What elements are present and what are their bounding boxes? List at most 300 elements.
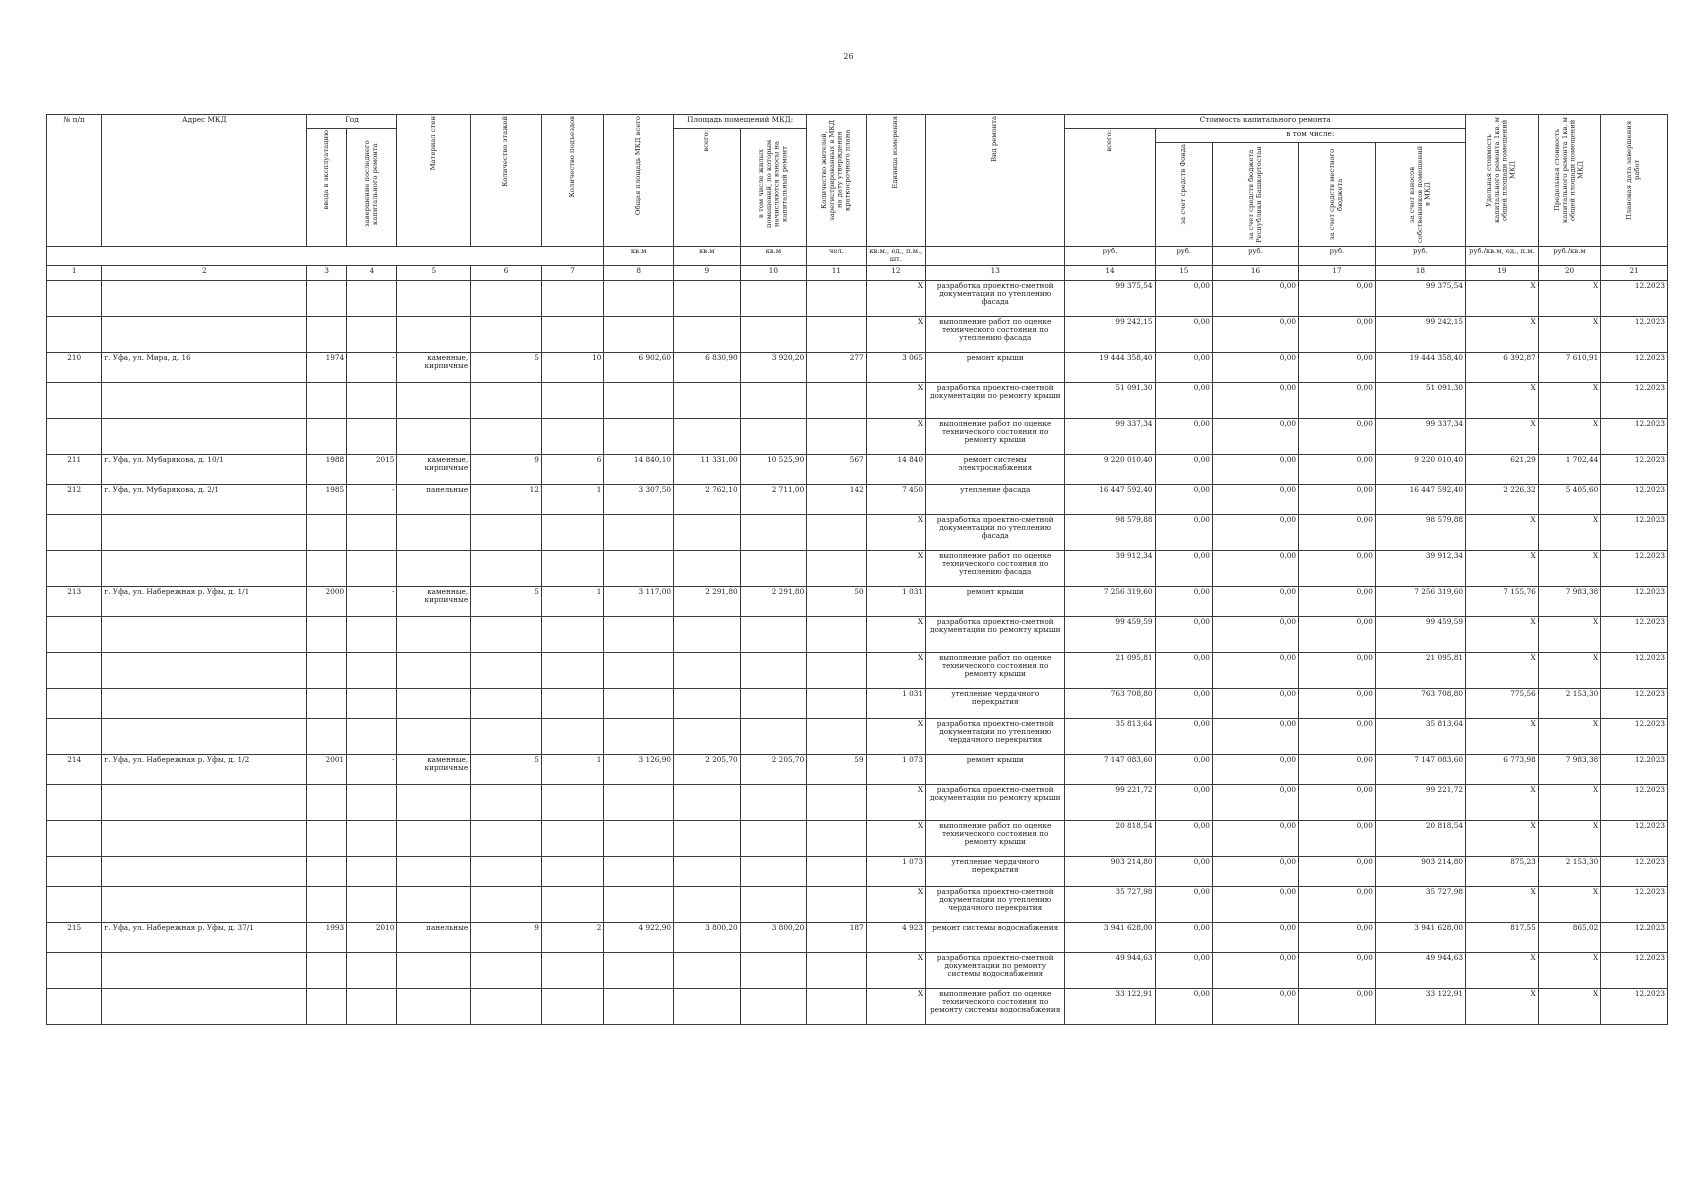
- cell-address: [102, 718, 307, 754]
- table-row: [47, 652, 1668, 688]
- cell-cost-local: 0,00: [1299, 820, 1376, 856]
- cell-entrances: [541, 616, 604, 652]
- cell-year-last-repair: 2010: [347, 922, 397, 952]
- column-number: 19: [1466, 265, 1539, 280]
- cell-cost-owners: 763 708,80: [1375, 688, 1465, 718]
- cell-repair-type: разработка проектно-сметной документации по утеплению чердачного перекрытия: [926, 886, 1065, 922]
- cell-wall-material: [397, 784, 471, 820]
- cell-cost-republic: 0,00: [1212, 952, 1298, 988]
- cell-total-area: [604, 688, 674, 718]
- cell-premises-residents: [740, 952, 807, 988]
- cell-total-area: 3 126,90: [604, 754, 674, 784]
- cell-unit-cost: X: [1466, 652, 1539, 688]
- unit-cell: кв.м., ед., п.м., шт.: [866, 247, 925, 266]
- page-number: 26: [843, 52, 854, 61]
- cell-premises-total: [674, 316, 741, 352]
- col-date-header: Плановая дата завершения работ: [1601, 115, 1668, 247]
- cell-cost-republic: 0,00: [1212, 922, 1298, 952]
- cell-row-number: 211: [47, 454, 102, 484]
- cell-repair-type: выполнение работ по оценке технического состояния по утеплению фасада: [926, 316, 1065, 352]
- cell-wall-material: [397, 886, 471, 922]
- cell-cost-total: 903 214,80: [1065, 856, 1155, 886]
- cell-repair-type: утепление фасада: [926, 484, 1065, 514]
- cell-cost-owners: 7 147 083,60: [1375, 754, 1465, 784]
- unit-cell: руб./кв.м, ед., п.м.: [1466, 247, 1539, 266]
- cell-cost-local: 0,00: [1299, 514, 1376, 550]
- cell-cost-owners: 51 091,30: [1375, 382, 1465, 418]
- cell-total-area: [604, 316, 674, 352]
- cell-max-cost: 2 153,30: [1538, 688, 1601, 718]
- cell-cost-fund: 0,00: [1155, 586, 1212, 616]
- cell-cost-local: 0,00: [1299, 988, 1376, 1024]
- cell-row-number: 215: [47, 922, 102, 952]
- cell-address: [102, 820, 307, 856]
- cell-cost-republic: 0,00: [1212, 820, 1298, 856]
- cell-year-commissioning: [307, 382, 347, 418]
- cell-cost-local: 0,00: [1299, 616, 1376, 652]
- cell-premises-residents: 2 291,80: [740, 586, 807, 616]
- cell-repair-type: ремонт крыши: [926, 754, 1065, 784]
- cell-end-date: 12.2023: [1601, 784, 1668, 820]
- cell-year-last-repair: [347, 382, 397, 418]
- cell-residents: [807, 418, 866, 454]
- cell-cost-total: 33 122,91: [1065, 988, 1155, 1024]
- cell-floors: [471, 616, 542, 652]
- cell-repair-type: разработка проектно-сметной документации по утеплению фасада: [926, 280, 1065, 316]
- col-max-cost-header: Предельная стоимость капитального ремонта 1кв. м общей площади помещений МКД: [1538, 115, 1601, 247]
- cell-floors: [471, 952, 542, 988]
- cell-premises-total: [674, 616, 741, 652]
- column-numbers-row: [47, 265, 1668, 280]
- column-number: 21: [1601, 265, 1668, 280]
- cell-premises-residents: [740, 280, 807, 316]
- cell-entrances: 2: [541, 922, 604, 952]
- cell-repair-type: выполнение работ по оценке технического состояния по ремонту системы водоснабжения: [926, 988, 1065, 1024]
- cell-end-date: 12.2023: [1601, 418, 1668, 454]
- cell-cost-republic: 0,00: [1212, 988, 1298, 1024]
- cell-cost-owners: 99 375,54: [1375, 280, 1465, 316]
- cell-repair-type: разработка проектно-сметной документации по ремонту системы водоснабжения: [926, 952, 1065, 988]
- cell-row-number: [47, 514, 102, 550]
- cell-row-number: [47, 688, 102, 718]
- cell-premises-residents: [740, 652, 807, 688]
- cell-floors: 12: [471, 484, 542, 514]
- cell-total-area: [604, 652, 674, 688]
- cell-entrances: [541, 718, 604, 754]
- unit-cell: чел.: [807, 247, 866, 266]
- cell-unit-cost: X: [1466, 418, 1539, 454]
- col-cost-group-header: Стоимость капитального ремонта: [1065, 115, 1466, 129]
- cell-floors: [471, 280, 542, 316]
- cell-residents: 187: [807, 922, 866, 952]
- cell-premises-residents: [740, 886, 807, 922]
- cell-year-commissioning: [307, 688, 347, 718]
- cell-premises-total: [674, 886, 741, 922]
- cell-total-area: [604, 952, 674, 988]
- cell-premises-residents: [740, 856, 807, 886]
- cell-entrances: [541, 784, 604, 820]
- cell-total-area: [604, 280, 674, 316]
- cell-year-commissioning: [307, 988, 347, 1024]
- cell-year-last-repair: 2015: [347, 454, 397, 484]
- cell-total-area: [604, 820, 674, 856]
- cell-end-date: 12.2023: [1601, 616, 1668, 652]
- cell-unit-value: X: [866, 784, 925, 820]
- cell-year-commissioning: [307, 652, 347, 688]
- cell-cost-total: 7 256 319,60: [1065, 586, 1155, 616]
- cell-end-date: 12.2023: [1601, 586, 1668, 616]
- cell-cost-total: 763 708,80: [1065, 688, 1155, 718]
- cell-premises-total: [674, 382, 741, 418]
- cell-total-area: [604, 784, 674, 820]
- cell-cost-local: 0,00: [1299, 586, 1376, 616]
- cell-wall-material: каменные, кирпичные: [397, 454, 471, 484]
- column-number: 11: [807, 265, 866, 280]
- cell-unit-cost: 817,55: [1466, 922, 1539, 952]
- cell-year-last-repair: -: [347, 352, 397, 382]
- cell-premises-residents: [740, 616, 807, 652]
- cell-end-date: 12.2023: [1601, 922, 1668, 952]
- table-row: [47, 586, 1668, 616]
- cell-cost-republic: 0,00: [1212, 418, 1298, 454]
- unit-cell: руб.: [1375, 247, 1465, 266]
- cell-year-commissioning: [307, 280, 347, 316]
- cell-floors: 5: [471, 352, 542, 382]
- col-premises-area-header: Площадь помещений МКД:: [674, 115, 807, 129]
- cell-year-commissioning: [307, 550, 347, 586]
- cell-entrances: [541, 382, 604, 418]
- cell-year-commissioning: 1993: [307, 922, 347, 952]
- cell-cost-owners: 21 095,81: [1375, 652, 1465, 688]
- cell-unit-cost: X: [1466, 784, 1539, 820]
- col-year-last-repair-header: завершение последнего капитального ремонта: [347, 129, 397, 247]
- cell-row-number: [47, 856, 102, 886]
- cell-end-date: 12.2023: [1601, 856, 1668, 886]
- cell-cost-republic: 0,00: [1212, 550, 1298, 586]
- cell-cost-total: 16 447 592,40: [1065, 484, 1155, 514]
- col-premises-total-header: всего:: [674, 129, 741, 247]
- cell-premises-residents: 3 920,20: [740, 352, 807, 382]
- cell-repair-type: разработка проектно-сметной документации по ремонту крыши: [926, 382, 1065, 418]
- cell-max-cost: X: [1538, 418, 1601, 454]
- cell-repair-type: разработка проектно-сметной документации по утеплению чердачного перекрытия: [926, 718, 1065, 754]
- column-number: 14: [1065, 265, 1155, 280]
- cell-unit-value: 3 065: [866, 352, 925, 382]
- cell-cost-fund: 0,00: [1155, 820, 1212, 856]
- cell-residents: [807, 820, 866, 856]
- cell-cost-republic: 0,00: [1212, 718, 1298, 754]
- cell-year-last-repair: [347, 688, 397, 718]
- cell-floors: [471, 856, 542, 886]
- cell-unit-value: X: [866, 988, 925, 1024]
- cell-year-last-repair: [347, 820, 397, 856]
- cell-cost-republic: 0,00: [1212, 586, 1298, 616]
- cell-year-last-repair: -: [347, 484, 397, 514]
- cell-unit-cost: X: [1466, 280, 1539, 316]
- cell-premises-total: [674, 514, 741, 550]
- col-residents-header: Количество жителей, зарегистрированных в МКД на дату утверждения краткосрочного плана: [807, 115, 866, 247]
- cell-premises-residents: 2 711,00: [740, 484, 807, 514]
- cell-cost-fund: 0,00: [1155, 856, 1212, 886]
- cell-floors: [471, 652, 542, 688]
- cell-premises-total: 6 830,90: [674, 352, 741, 382]
- cell-row-number: 213: [47, 586, 102, 616]
- cell-residents: [807, 886, 866, 922]
- cell-cost-total: 99 221,72: [1065, 784, 1155, 820]
- cell-cost-owners: 33 122,91: [1375, 988, 1465, 1024]
- cell-unit-value: 1 031: [866, 586, 925, 616]
- cell-cost-fund: 0,00: [1155, 688, 1212, 718]
- table-row: [47, 952, 1668, 988]
- unit-cell: руб./кв.м: [1538, 247, 1601, 266]
- cell-max-cost: 7 983,38: [1538, 586, 1601, 616]
- cell-row-number: [47, 820, 102, 856]
- table-row: [47, 820, 1668, 856]
- cell-address: [102, 550, 307, 586]
- cell-row-number: [47, 316, 102, 352]
- cell-entrances: 6: [541, 454, 604, 484]
- cell-premises-total: [674, 820, 741, 856]
- cell-unit-value: X: [866, 280, 925, 316]
- cell-unit-cost: X: [1466, 820, 1539, 856]
- cell-cost-local: 0,00: [1299, 886, 1376, 922]
- cell-total-area: [604, 514, 674, 550]
- column-number: 20: [1538, 265, 1601, 280]
- cell-wall-material: панельные: [397, 922, 471, 952]
- cell-unit-value: 4 923: [866, 922, 925, 952]
- cell-year-last-repair: [347, 952, 397, 988]
- cell-residents: [807, 616, 866, 652]
- cell-cost-local: 0,00: [1299, 784, 1376, 820]
- cell-entrances: [541, 550, 604, 586]
- cell-premises-total: 11 331,00: [674, 454, 741, 484]
- cell-max-cost: X: [1538, 616, 1601, 652]
- cell-cost-fund: 0,00: [1155, 784, 1212, 820]
- cell-end-date: 12.2023: [1601, 652, 1668, 688]
- cell-total-area: 14 840,10: [604, 454, 674, 484]
- cell-address: [102, 856, 307, 886]
- cell-floors: [471, 316, 542, 352]
- cell-max-cost: X: [1538, 988, 1601, 1024]
- cell-row-number: [47, 988, 102, 1024]
- cell-unit-cost: 621,29: [1466, 454, 1539, 484]
- cell-cost-total: 35 813,64: [1065, 718, 1155, 754]
- cell-row-number: [47, 418, 102, 454]
- cell-row-number: [47, 550, 102, 586]
- cell-max-cost: X: [1538, 886, 1601, 922]
- cell-address: [102, 652, 307, 688]
- cell-row-number: [47, 280, 102, 316]
- cell-max-cost: X: [1538, 514, 1601, 550]
- cell-wall-material: [397, 688, 471, 718]
- cell-max-cost: X: [1538, 280, 1601, 316]
- cell-premises-residents: [740, 550, 807, 586]
- cell-unit-value: X: [866, 820, 925, 856]
- cell-repair-type: ремонт крыши: [926, 586, 1065, 616]
- cell-cost-total: 99 459,59: [1065, 616, 1155, 652]
- cell-cost-fund: 0,00: [1155, 550, 1212, 586]
- cell-cost-owners: 99 242,15: [1375, 316, 1465, 352]
- cell-unit-cost: 2 226,32: [1466, 484, 1539, 514]
- cell-total-area: [604, 856, 674, 886]
- cell-year-commissioning: [307, 514, 347, 550]
- cell-max-cost: 2 153,30: [1538, 856, 1601, 886]
- column-number: 3: [307, 265, 347, 280]
- column-number: 6: [471, 265, 542, 280]
- cell-max-cost: 865,02: [1538, 922, 1601, 952]
- cell-unit-cost: X: [1466, 988, 1539, 1024]
- cell-max-cost: 1 702,44: [1538, 454, 1601, 484]
- cell-year-last-repair: [347, 856, 397, 886]
- cell-year-commissioning: [307, 952, 347, 988]
- cell-repair-type: ремонт крыши: [926, 352, 1065, 382]
- cell-entrances: [541, 652, 604, 688]
- col-cost-total-header: всего:: [1065, 129, 1155, 247]
- cell-address: г. Уфа, ул. Мубарякова, д. 10/1: [102, 454, 307, 484]
- col-total-area-header: Общая площадь МКД всего: [604, 115, 674, 247]
- cell-unit-cost: 6 392,87: [1466, 352, 1539, 382]
- cell-cost-owners: 35 813,64: [1375, 718, 1465, 754]
- cell-max-cost: 7 983,38: [1538, 754, 1601, 784]
- col-premises-residents-header: в том числе жилых помещений, по которым начисляются взносы на капитальный ремонт: [740, 129, 807, 247]
- cell-address: [102, 886, 307, 922]
- cell-entrances: [541, 820, 604, 856]
- cell-end-date: 12.2023: [1601, 688, 1668, 718]
- cell-cost-local: 0,00: [1299, 352, 1376, 382]
- cell-cost-republic: 0,00: [1212, 316, 1298, 352]
- table-row: [47, 922, 1668, 952]
- cell-cost-fund: 0,00: [1155, 382, 1212, 418]
- cell-end-date: 12.2023: [1601, 550, 1668, 586]
- cell-max-cost: X: [1538, 820, 1601, 856]
- cell-year-commissioning: [307, 418, 347, 454]
- cell-premises-total: 3 800,20: [674, 922, 741, 952]
- cell-total-area: [604, 988, 674, 1024]
- cell-repair-type: выполнение работ по оценке технического состояния по ремонту крыши: [926, 652, 1065, 688]
- cell-cost-local: 0,00: [1299, 382, 1376, 418]
- cell-cost-local: 0,00: [1299, 418, 1376, 454]
- cell-cost-fund: 0,00: [1155, 280, 1212, 316]
- cell-cost-local: 0,00: [1299, 652, 1376, 688]
- cell-end-date: 12.2023: [1601, 454, 1668, 484]
- cell-residents: [807, 952, 866, 988]
- cell-premises-residents: 2 205,70: [740, 754, 807, 784]
- col-owners-header: за счет взносов собственников помещений в МКД: [1375, 143, 1465, 247]
- cell-year-last-repair: [347, 784, 397, 820]
- cell-cost-republic: 0,00: [1212, 886, 1298, 922]
- cell-year-commissioning: [307, 820, 347, 856]
- cell-cost-total: 7 147 083,60: [1065, 754, 1155, 784]
- cell-year-last-repair: [347, 886, 397, 922]
- cell-floors: 9: [471, 454, 542, 484]
- cell-wall-material: [397, 952, 471, 988]
- table-row: [47, 484, 1668, 514]
- cell-floors: [471, 988, 542, 1024]
- cell-year-last-repair: [347, 652, 397, 688]
- column-number: 17: [1299, 265, 1376, 280]
- cell-total-area: [604, 886, 674, 922]
- cell-cost-republic: 0,00: [1212, 352, 1298, 382]
- cell-cost-owners: 3 941 628,00: [1375, 922, 1465, 952]
- cell-end-date: 12.2023: [1601, 754, 1668, 784]
- cell-floors: [471, 718, 542, 754]
- cell-year-last-repair: [347, 988, 397, 1024]
- cell-wall-material: каменные, кирпичные: [397, 754, 471, 784]
- cell-cost-total: 99 337,34: [1065, 418, 1155, 454]
- unit-cell: кв.м: [740, 247, 807, 266]
- column-number: 2: [102, 265, 307, 280]
- cell-cost-owners: 19 444 358,40: [1375, 352, 1465, 382]
- table-row: [47, 418, 1668, 454]
- cell-residents: [807, 988, 866, 1024]
- cell-premises-total: 2 205,70: [674, 754, 741, 784]
- cell-repair-type: ремонт системы электроснабжения: [926, 454, 1065, 484]
- cell-premises-total: [674, 784, 741, 820]
- cell-repair-type: выполнение работ по оценке технического состояния по утеплению фасада: [926, 550, 1065, 586]
- column-number: 5: [397, 265, 471, 280]
- cell-year-commissioning: [307, 784, 347, 820]
- table-row: [47, 718, 1668, 754]
- cell-residents: [807, 550, 866, 586]
- cell-cost-local: 0,00: [1299, 688, 1376, 718]
- cell-unit-cost: X: [1466, 382, 1539, 418]
- cell-max-cost: X: [1538, 784, 1601, 820]
- unit-cell: руб.: [1155, 247, 1212, 266]
- cell-cost-republic: 0,00: [1212, 382, 1298, 418]
- cell-cost-local: 0,00: [1299, 856, 1376, 886]
- cell-address: г. Уфа, ул. Набережная р. Уфы, д. 37/1: [102, 922, 307, 952]
- cell-premises-residents: [740, 514, 807, 550]
- cell-cost-local: 0,00: [1299, 454, 1376, 484]
- cell-cost-republic: 0,00: [1212, 754, 1298, 784]
- cell-wall-material: [397, 616, 471, 652]
- cell-cost-fund: 0,00: [1155, 454, 1212, 484]
- cell-address: [102, 616, 307, 652]
- cell-premises-residents: [740, 688, 807, 718]
- cell-total-area: [604, 550, 674, 586]
- cell-cost-owners: 99 337,34: [1375, 418, 1465, 454]
- table-row: [47, 382, 1668, 418]
- cell-wall-material: [397, 418, 471, 454]
- table-row: [47, 856, 1668, 886]
- cell-unit-value: 14 840: [866, 454, 925, 484]
- col-floors-header: Количество этажей: [471, 115, 542, 247]
- cell-year-commissioning: 2001: [307, 754, 347, 784]
- cell-premises-residents: 10 525,90: [740, 454, 807, 484]
- table-row: [47, 754, 1668, 784]
- cell-end-date: 12.2023: [1601, 280, 1668, 316]
- cell-year-commissioning: [307, 718, 347, 754]
- cell-unit-value: X: [866, 652, 925, 688]
- col-fund-header: за счет средств Фонда: [1155, 143, 1212, 247]
- cell-cost-fund: 0,00: [1155, 718, 1212, 754]
- cell-unit-value: X: [866, 514, 925, 550]
- cell-premises-residents: [740, 316, 807, 352]
- table-row: [47, 886, 1668, 922]
- cell-premises-residents: [740, 820, 807, 856]
- column-number: 8: [604, 265, 674, 280]
- cell-address: [102, 316, 307, 352]
- cell-wall-material: [397, 280, 471, 316]
- cell-cost-local: 0,00: [1299, 280, 1376, 316]
- cell-cost-fund: 0,00: [1155, 652, 1212, 688]
- cell-wall-material: [397, 856, 471, 886]
- cell-address: г. Уфа, ул. Набережная р. Уфы, д. 1/1: [102, 586, 307, 616]
- cell-cost-owners: 7 256 319,60: [1375, 586, 1465, 616]
- cell-residents: [807, 784, 866, 820]
- table-header: [47, 115, 1668, 281]
- cell-floors: [471, 886, 542, 922]
